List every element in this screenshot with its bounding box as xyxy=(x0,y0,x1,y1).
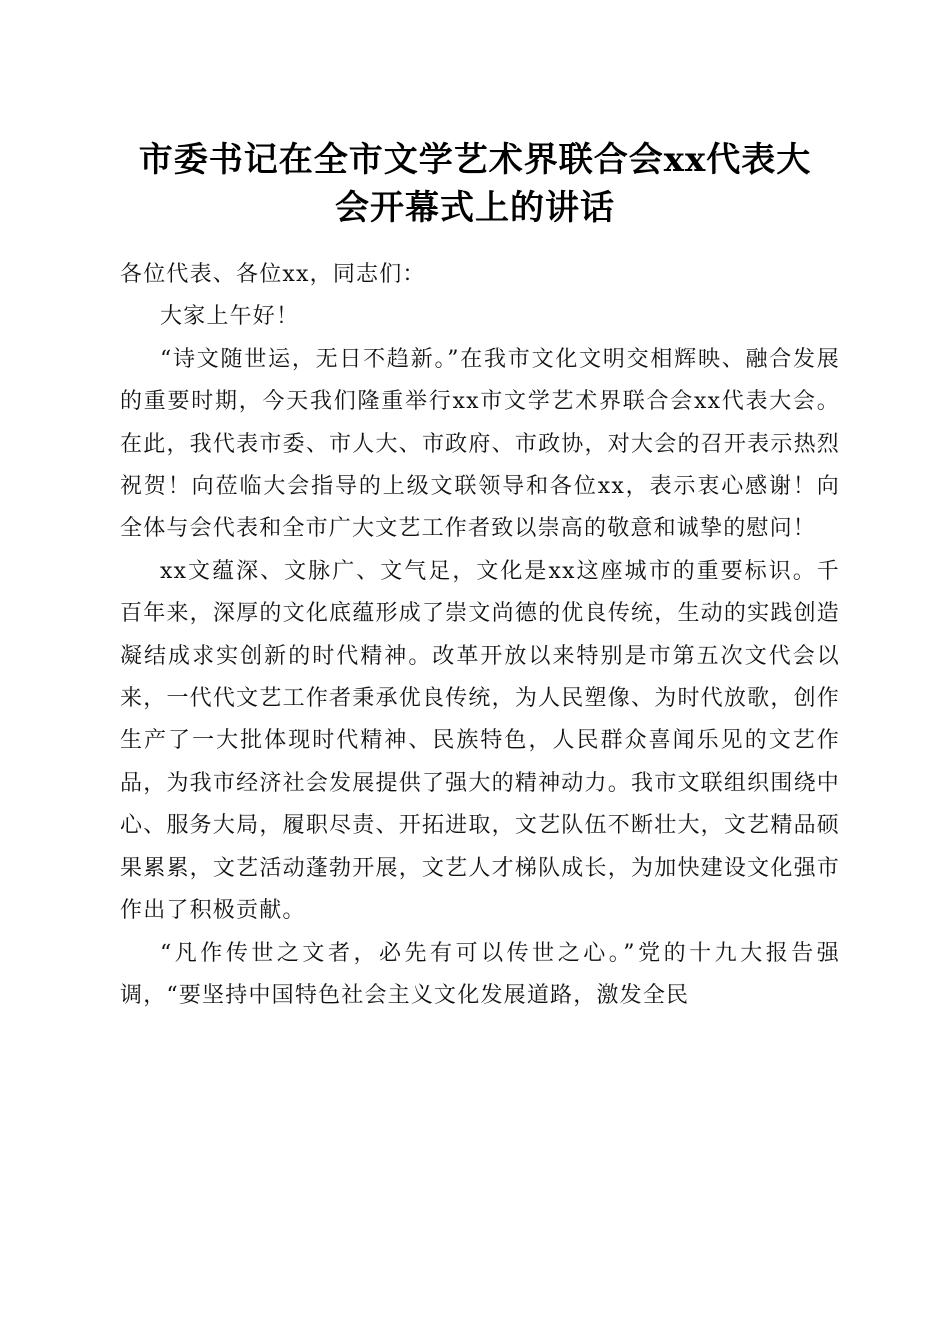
greeting-paragraph: 大家上午好！ xyxy=(160,304,300,330)
salutation: 各位代表、各位xx，同志们： xyxy=(120,262,426,287)
title-line-2: 会开幕式上的讲话 xyxy=(335,188,615,228)
title-line-1: 市委书记在全市文学艺术界联合会xx代表大 xyxy=(138,140,812,180)
body-paragraph: “凡作传世之文者，必先有可以传世之心。”党的十九大报告强调，“要坚持中国特色社会主义文化发展道路，激发全民 xyxy=(120,940,840,1008)
body-paragraph: xx文蕴深、文脉广、文气足，文化是xx这座城市的重要标识。千百年来，深厚的文化底蕴形成了崇文尚德的优良传统，生动的实践创造凝结成求实创新的时代精神。改革开放以来特别是市第五次文代会以来，一代代文艺工作者秉承优良传统，为人民塑像、为时代放歌，创作生产了一大批体现时代精神、民族特色，人民群众喜闻乐见的文艺作品，为我市经济社会发展提供了强大的精神动力。我市文联组织围绕中心、服务大局，履职尽责、开拓进取，文艺队伍不断壮大，文艺精品硕果累累，文艺活动蓬勃开展，文艺人才梯队成长，为加快建设文化强市作出了积极贡献。 xyxy=(120,558,840,924)
body-paragraph: “诗文随世运，无日不趋新。”在我市文化文明交相辉映、融合发展的重要时期，今天我们隆重举行xx市文学艺术界联合会xx代表大会。在此，我代表市委、市人大、市政府、市政协，对大会的召开表示热烈祝贺！向莅临大会指导的上级文联领导和各位xx，表示衷心感谢！向全体与会代表和全市广大文艺工作者致以崇高的敬意和诚挚的慰问！ xyxy=(120,346,840,542)
document-body xyxy=(120,254,840,1017)
document-title xyxy=(100,136,850,232)
